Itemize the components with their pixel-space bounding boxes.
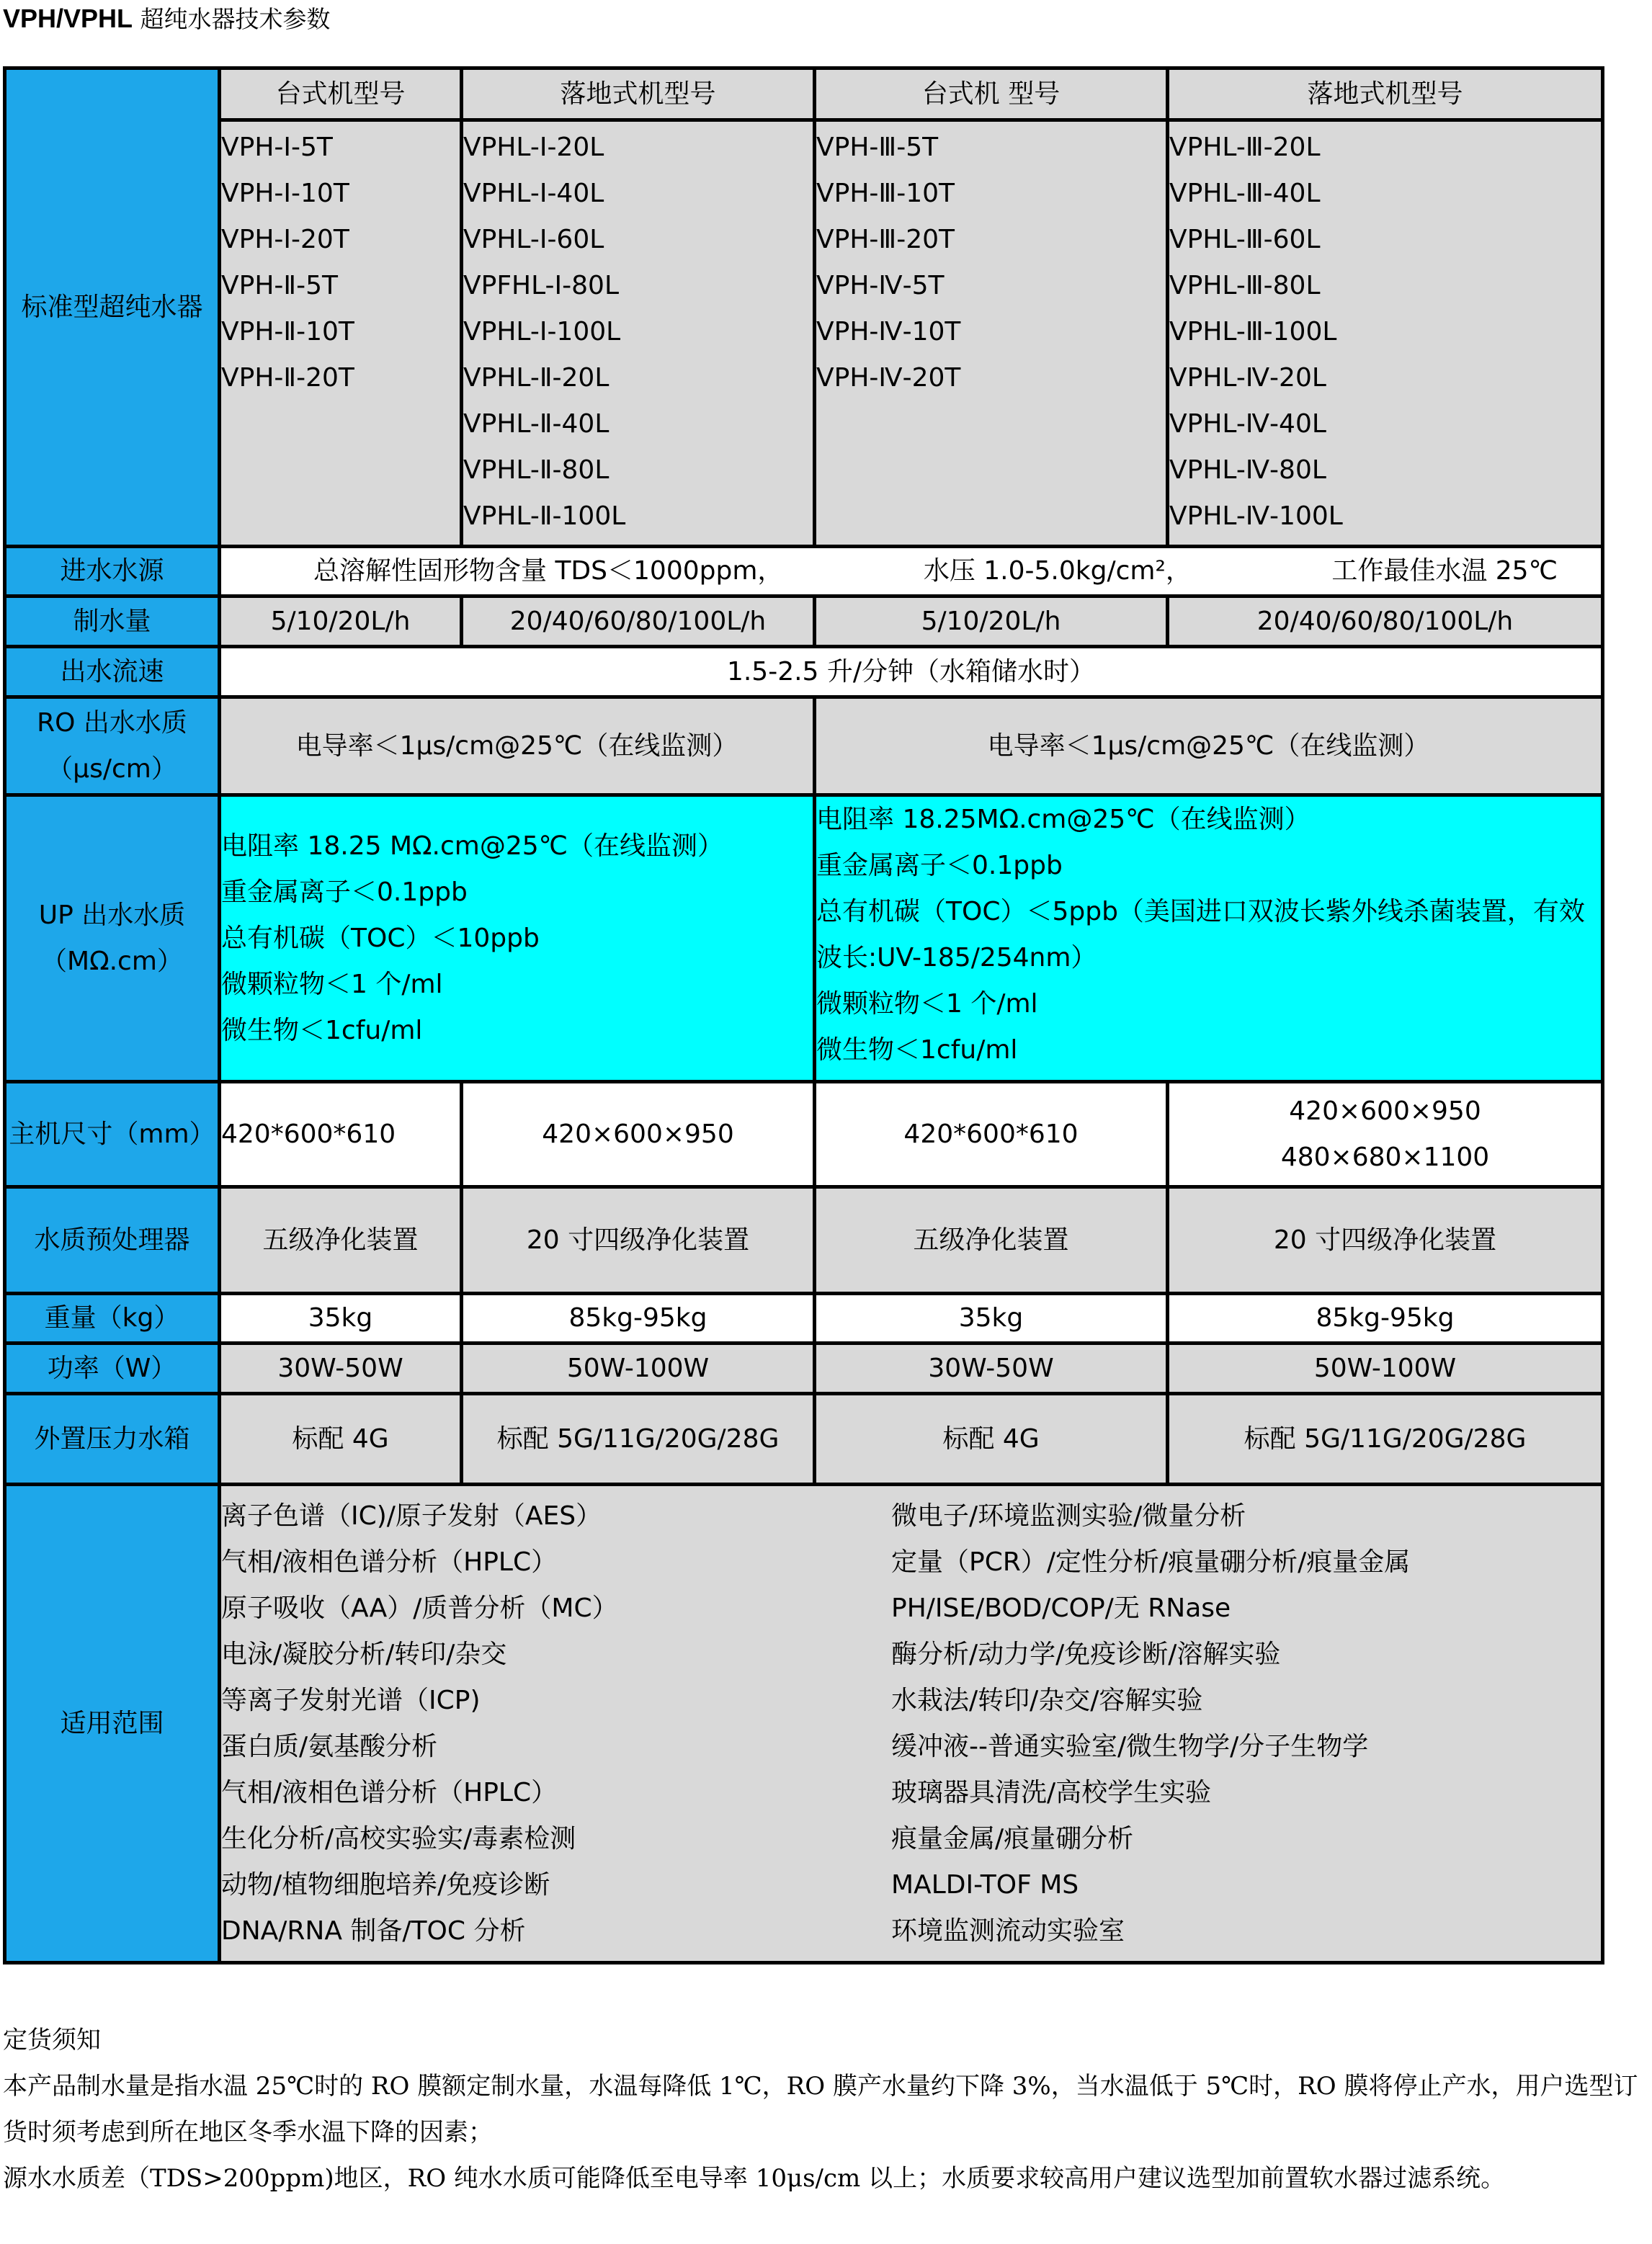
model-item: VPHL-Ⅱ-80L (463, 455, 610, 485)
size-value: 420*600*610 (815, 1082, 1168, 1187)
range-item: 微电子/环境监测实验/微量分析 (891, 1501, 1246, 1531)
model-item: VPHL-Ⅳ-20L (1169, 363, 1326, 393)
model-list-col1 (220, 120, 462, 547)
up-label-line1: UP 出水水质 (38, 900, 186, 930)
up-spec-item: 微生物＜1cfu/ml (816, 1035, 1018, 1065)
flow-value: 1.5-2.5 升/分钟（水箱储水时） (220, 647, 1603, 697)
row-label-standard: 标准型超纯水器 (5, 68, 220, 547)
up-spec-item: 总有机碳（TOC）＜10ppb (221, 923, 540, 953)
size-value: 420×600×950 (462, 1082, 815, 1187)
capacity-value: 20/40/60/80/100L/h (462, 596, 815, 647)
ro-value-left: 电导率＜1μs/cm@25℃（在线监测） (220, 697, 815, 795)
row-label-flow: 出水流速 (5, 647, 220, 697)
ro-label-line2: （μs/cm） (47, 754, 177, 784)
range-item: 酶分析/动力学/免疫诊断/溶解实验 (891, 1639, 1281, 1669)
spec-table (3, 66, 1604, 1964)
row-label-weight: 重量（kg） (5, 1294, 220, 1344)
up-spec-item: 微生物＜1cfu/ml (221, 1015, 423, 1045)
weight-value: 35kg (220, 1294, 462, 1344)
up-spec-left (220, 795, 815, 1082)
model-item: VPH-Ⅳ-10T (816, 317, 961, 347)
model-item: VPHL-Ⅳ-80L (1169, 455, 1326, 485)
range-item: 原子吸收（AA）/质普分析（MC） (221, 1593, 618, 1623)
up-spec-item: 电阻率 18.25MΩ.cm@25℃（在线监测） (816, 805, 1311, 834)
range-item: 缓冲液--普通实验室/微生物学/分子生物学 (891, 1731, 1369, 1761)
range-content (220, 1485, 1603, 1963)
header-col3: 台式机 型号 (815, 68, 1168, 120)
model-item: VPHL-Ⅲ-20L (1169, 133, 1321, 162)
power-value: 50W-100W (1168, 1344, 1603, 1394)
range-item: 水栽法/转印/杂交/容解实验 (891, 1685, 1203, 1715)
model-item: VPH-I-10T (221, 179, 349, 208)
up-spec-item: 电阻率 18.25 MΩ.cm@25℃（在线监测） (221, 831, 724, 861)
model-item: VPH-Ⅱ-10T (221, 317, 354, 347)
range-item: 蛋白质/氨基酸分析 (221, 1731, 438, 1761)
range-item: 离子色谱（IC)/原子发射（AES） (221, 1501, 602, 1531)
model-item: VPHL-Ⅲ-100L (1169, 317, 1337, 347)
title-text: 超纯水器技术参数 (140, 5, 331, 33)
order-notes (3, 2017, 1646, 2201)
weight-value: 35kg (815, 1294, 1168, 1344)
model-item: VPHL-Ⅲ-40L (1169, 179, 1321, 208)
range-item: MALDI-TOF MS (891, 1869, 1079, 1900)
up-spec-item: 总有机碳（TOC）＜5ppb（美国进口双波长紫外线杀菌装置，有效波长:UV-185/254nm） (816, 897, 1585, 973)
row-label-pretreat: 水质预处理器 (5, 1187, 220, 1294)
model-item: VPHL-Ⅰ-100L (463, 317, 621, 347)
power-value: 30W-50W (815, 1344, 1168, 1394)
model-item: VPH-I-20T (221, 225, 349, 254)
range-item: 电泳/凝胶分析/转印/杂交 (221, 1639, 507, 1669)
up-spec-right (815, 795, 1603, 1082)
model-item: VPHL-I-60L (463, 225, 604, 254)
row-label-capacity: 制水量 (5, 596, 220, 647)
inlet-spec (220, 547, 1603, 596)
header-col2: 落地式机型号 (462, 68, 815, 120)
row-label-tank: 外置压力水箱 (5, 1394, 220, 1485)
inlet-pressure: 水压 1.0-5.0kg/cm²， (923, 556, 1192, 586)
notes-paragraph: 源水水质差（TDS>200ppm)地区，RO 纯水水质可能降低至电导率 10μs/cm 以上；水质要求较高用户建议选型加前置软水器过滤系统。 (3, 2164, 1506, 2193)
range-item: 定量（PCR）/定性分析/痕量硼分析/痕量金属 (891, 1547, 1411, 1577)
model-item: VPH-Ⅲ-5T (816, 133, 939, 162)
header-col1: 台式机型号 (220, 68, 462, 120)
model-item: VPHL-I-40L (463, 179, 604, 208)
tank-value: 标配 5G/11G/20G/28G (462, 1394, 815, 1485)
model-item: VPH-Ⅲ-20T (816, 225, 955, 254)
row-label-range: 适用范围 (5, 1485, 220, 1963)
notes-heading: 定货须知 (3, 2026, 101, 2055)
row-label-inlet: 进水水源 (5, 547, 220, 596)
ro-value-right: 电导率＜1μs/cm@25℃（在线监测） (815, 697, 1603, 795)
up-label-line2: （MΩ.cm） (41, 946, 183, 976)
range-item: 环境监测流动实验室 (891, 1916, 1125, 1946)
range-item: 动物/植物细胞培养/免疫诊断 (221, 1869, 550, 1900)
range-list-left (221, 1493, 891, 1954)
power-value: 30W-50W (220, 1344, 462, 1394)
inlet-tds: 总溶解性固形物含量 TDS＜1000ppm， (313, 556, 784, 586)
model-item: VPH-Ⅱ-20T (221, 363, 354, 393)
capacity-value: 5/10/20L/h (815, 596, 1168, 647)
model-list-col4 (1168, 120, 1603, 547)
range-item: DNA/RNA 制备/TOC 分析 (221, 1916, 526, 1946)
notes-paragraph: 本产品制水量是指水温 25℃时的 RO 膜额定制水量，水温每降低 1℃，RO 膜产水量约下降 3%，当水温低于 5℃时，RO 膜将停止产水，用户选型订货时须考虑到所在地区冬季水温下降的因素； (3, 2072, 1638, 2147)
model-item: VPFHL-Ⅰ-80L (463, 271, 619, 300)
page-title (3, 4, 331, 34)
up-spec-item: 重金属离子＜0.1ppb (816, 851, 1063, 880)
row-label-ro (5, 697, 220, 795)
model-item: VPHL-Ⅱ-20L (463, 363, 610, 393)
up-spec-item: 微颗粒物＜1 个/ml (221, 969, 443, 999)
model-item: VPHL-Ⅳ-40L (1169, 409, 1326, 439)
range-item: 痕量金属/痕量硼分析 (891, 1823, 1134, 1854)
model-item: VPHL-Ⅳ-100L (1169, 501, 1343, 531)
tank-value: 标配 5G/11G/20G/28G (1168, 1394, 1603, 1485)
ro-label-line1: RO 出水水质 (37, 707, 187, 738)
row-label-power: 功率（W） (5, 1344, 220, 1394)
weight-value: 85kg-95kg (462, 1294, 815, 1344)
up-spec-item: 重金属离子＜0.1ppb (221, 877, 468, 907)
range-item: 等离子发射光谱（ICP) (221, 1685, 481, 1715)
size-value: 420*600*610 (220, 1082, 462, 1187)
tank-value: 标配 4G (815, 1394, 1168, 1485)
model-item: VPHL-Ⅱ-100L (463, 501, 626, 531)
range-item: 生化分析/高校实验实/毒素检测 (221, 1823, 576, 1854)
capacity-value: 20/40/60/80/100L/h (1168, 596, 1603, 647)
model-list-col3 (815, 120, 1168, 547)
pretreat-value: 五级净化装置 (815, 1187, 1168, 1294)
model-name: VPH/VPHL (3, 4, 133, 33)
range-item: 气相/液相色谱分析（HPLC） (221, 1777, 558, 1807)
tank-value: 标配 4G (220, 1394, 462, 1485)
model-item: VPH-Ⅳ-5T (816, 271, 945, 300)
range-item: PH/ISE/BOD/COP/无 RNase (891, 1593, 1231, 1623)
range-list-right (891, 1493, 1601, 1954)
up-spec-item: 微颗粒物＜1 个/ml (816, 989, 1038, 1019)
capacity-value: 5/10/20L/h (220, 596, 462, 647)
model-item: VPHL-Ⅲ-80L (1169, 271, 1321, 300)
model-list-col2 (462, 120, 815, 547)
pretreat-value: 五级净化装置 (220, 1187, 462, 1294)
size-value: 420×600×950 (1289, 1096, 1481, 1126)
model-item: VPH-Ⅲ-10T (816, 179, 955, 208)
inlet-temp: 工作最佳水温 25℃ (1331, 556, 1558, 586)
range-item: 玻璃器具清洗/高校学生实验 (891, 1777, 1212, 1807)
power-value: 50W-100W (462, 1344, 815, 1394)
row-label-up (5, 795, 220, 1082)
range-item: 气相/液相色谱分析（HPLC） (221, 1547, 558, 1577)
model-item: VPH-Ⅳ-20T (816, 363, 961, 393)
header-col4: 落地式机型号 (1168, 68, 1603, 120)
model-item: VPHL-Ⅲ-60L (1169, 225, 1321, 254)
model-item: VPH-I-5T (221, 133, 333, 162)
model-item: VPHL-Ⅱ-40L (463, 409, 610, 439)
row-label-size: 主机尺寸（mm） (5, 1082, 220, 1187)
pretreat-value: 20 寸四级净化装置 (462, 1187, 815, 1294)
model-item: VPH-Ⅱ-5T (221, 271, 338, 300)
size-value-multi (1168, 1082, 1603, 1187)
size-value: 480×680×1100 (1280, 1142, 1490, 1172)
model-item: VPHL-I-20L (463, 133, 604, 162)
pretreat-value: 20 寸四级净化装置 (1168, 1187, 1603, 1294)
weight-value: 85kg-95kg (1168, 1294, 1603, 1344)
